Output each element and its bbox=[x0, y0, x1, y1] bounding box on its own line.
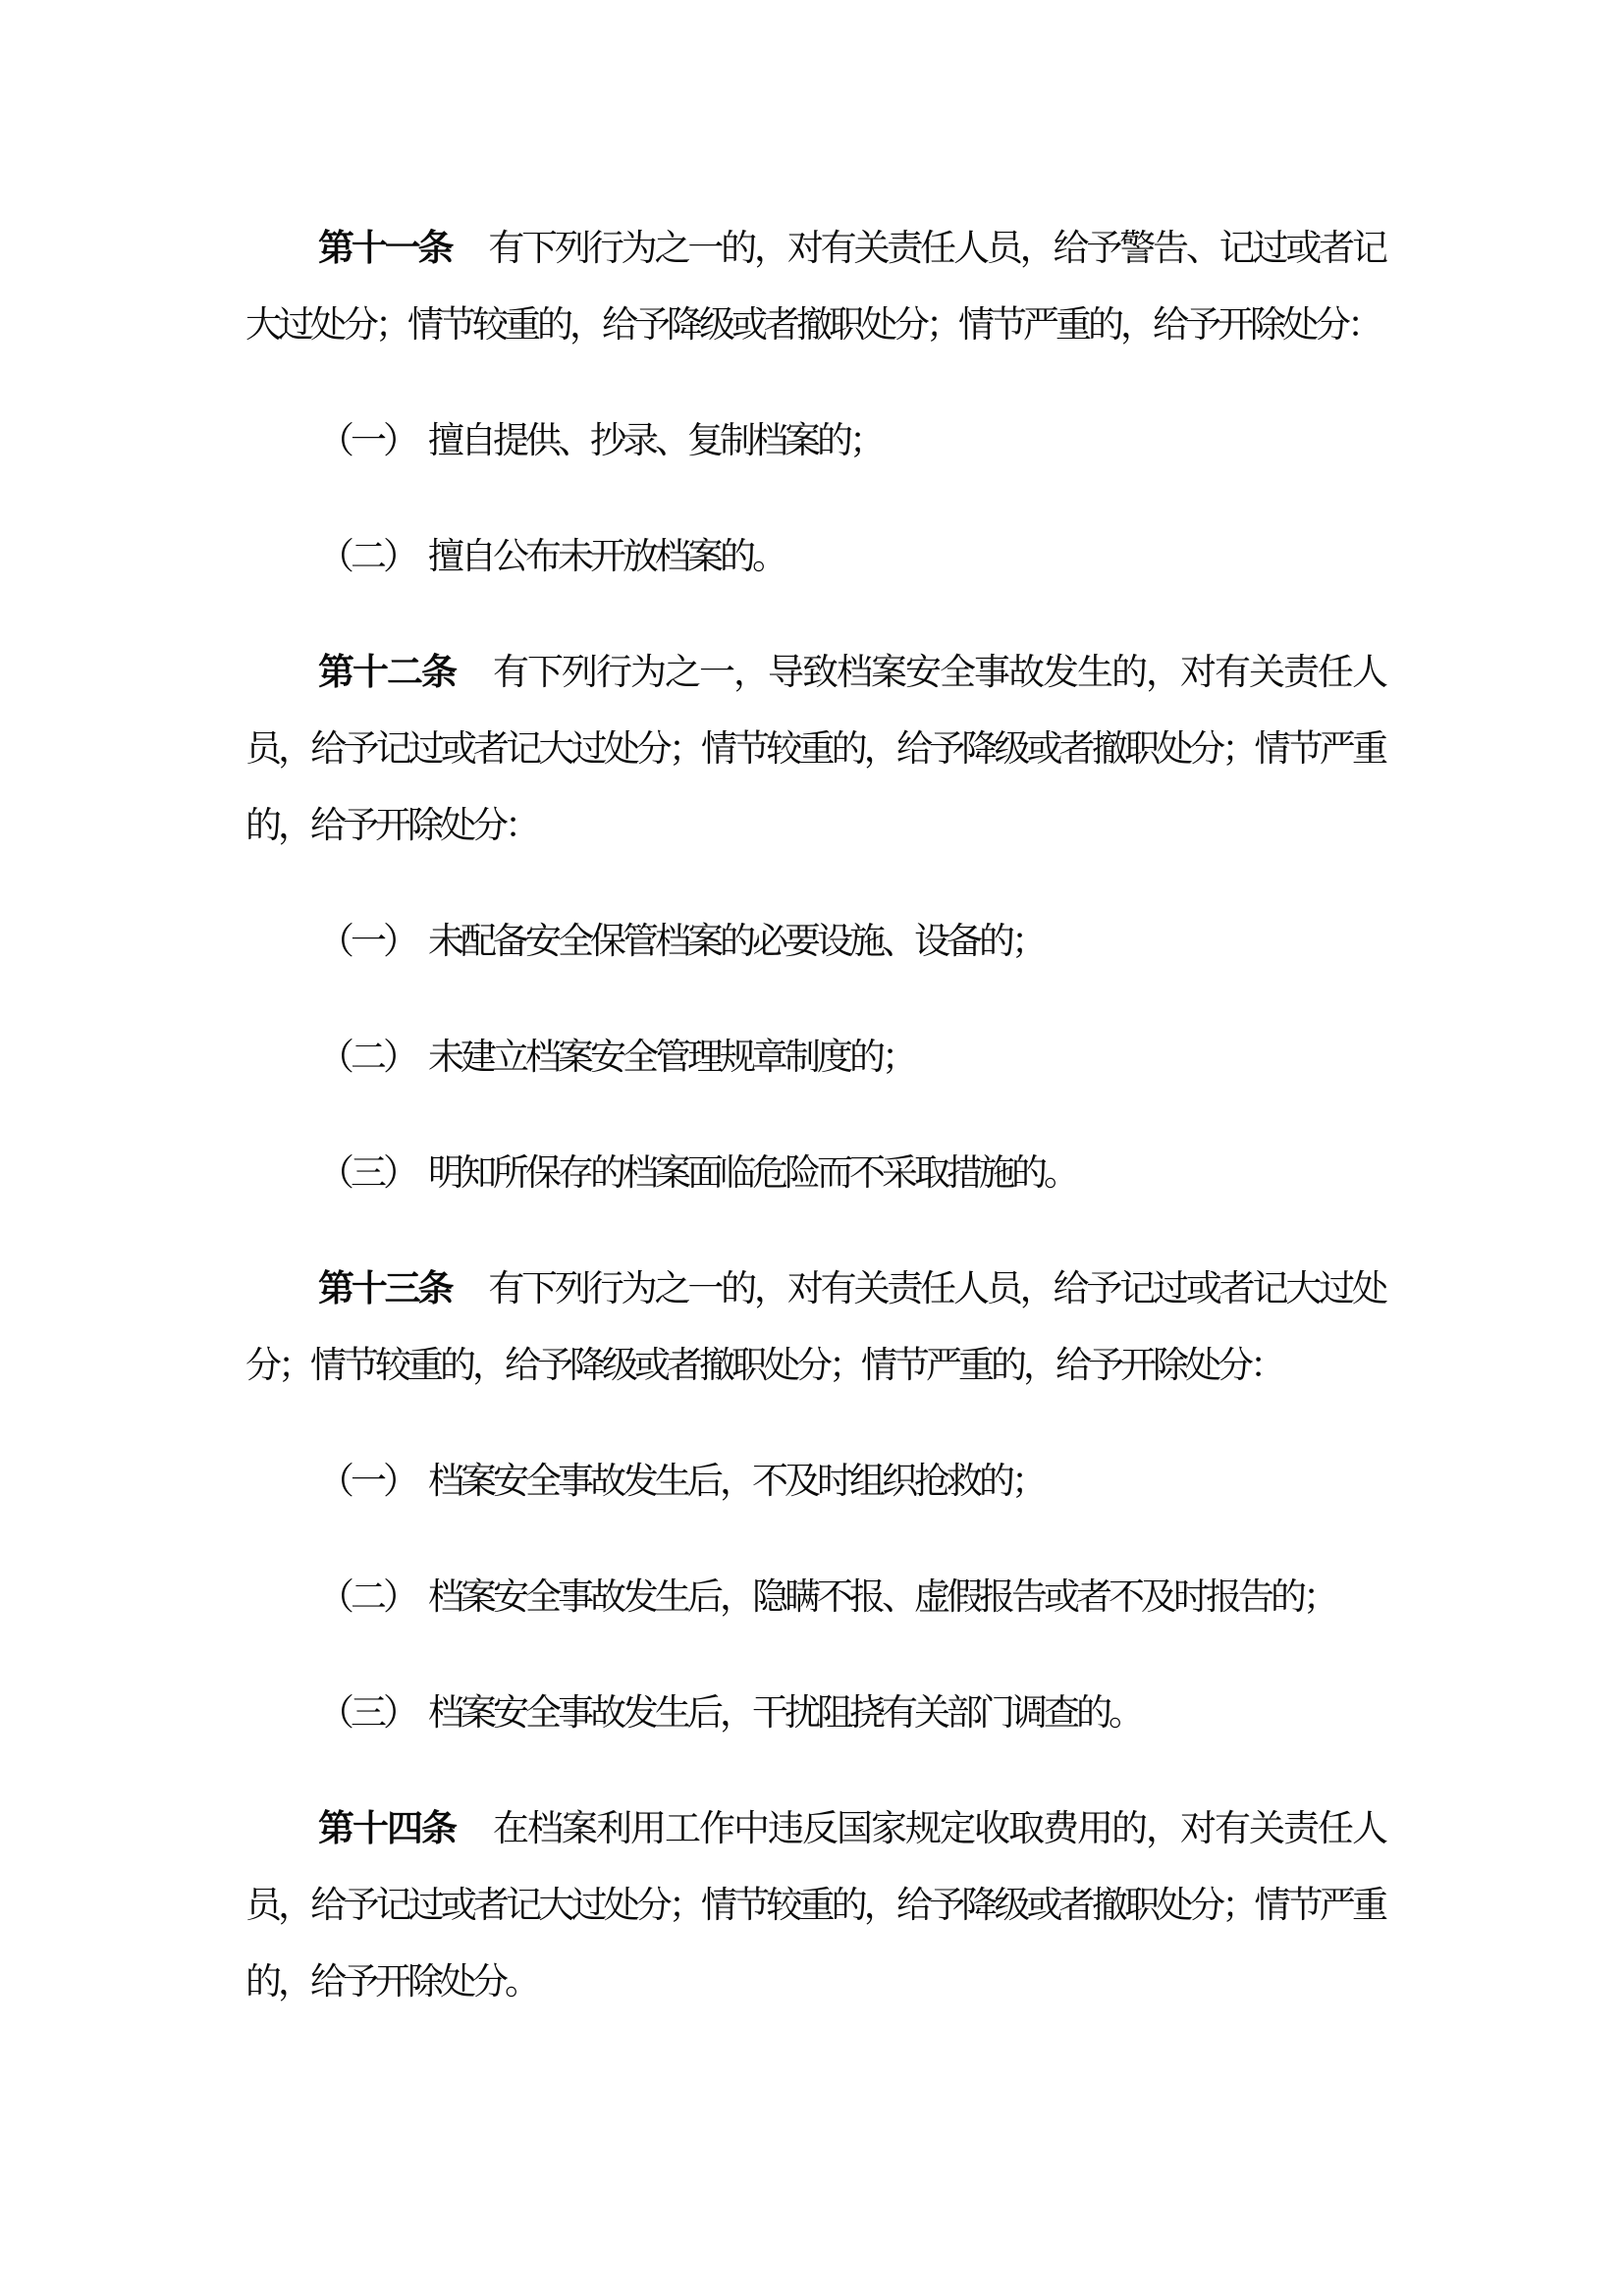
paragraph-text: 有下列行为之一的，对有关责任人员，给予警告、记过或者记大过处分；情节较重的，给予降级或者撤职处分；情节严重的，给予开除处分： bbox=[245, 229, 1385, 346]
paragraph-text: 擅自公布未开放档案的。 bbox=[428, 537, 785, 577]
article-number-label: 第十三条 bbox=[318, 1269, 452, 1309]
paragraph-text: 在档案利用工作中违反国家规定收取费用的，对有关责任人员，给予记过或者记大过处分；情节较重的，给予降级或者撤职处分；情节严重的，给予开除处分。 bbox=[245, 1809, 1384, 2002]
article-number-label: 第十四条 bbox=[318, 1809, 456, 1849]
paragraph-text: 未配备安全保管档案的必要设施、设备的； bbox=[428, 922, 1044, 962]
list-item-paragraph bbox=[245, 1136, 1384, 1212]
paragraph-text: 档案安全事故发生后，干扰阻挠有关部门调查的。 bbox=[428, 1693, 1141, 1734]
paragraph-text: 档案安全事故发生后，不及时组织抢救的； bbox=[428, 1462, 1044, 1502]
item-number-marker: （三） bbox=[318, 1693, 415, 1734]
item-number-marker: （二） bbox=[318, 1577, 415, 1618]
list-item-paragraph bbox=[245, 403, 1384, 480]
paragraph-text: 明知所保存的档案面临危险而不采取措施的。 bbox=[428, 1153, 1076, 1194]
item-number-marker: （一） bbox=[318, 1462, 415, 1502]
item-number-marker: （三） bbox=[318, 1153, 415, 1194]
list-item-paragraph bbox=[245, 1020, 1384, 1096]
article-number-label: 第十一条 bbox=[318, 229, 452, 269]
paragraph-text: 未建立档案安全管理规章制度的； bbox=[428, 1038, 914, 1078]
list-item-paragraph bbox=[245, 519, 1384, 596]
paragraph-text: 擅自提供、抄录、复制档案的； bbox=[428, 421, 882, 461]
article-number-label: 第十二条 bbox=[318, 653, 456, 693]
item-number-marker: （二） bbox=[318, 1038, 415, 1078]
article-paragraph bbox=[245, 1791, 1384, 2021]
item-number-marker: （一） bbox=[318, 922, 415, 962]
document-body bbox=[245, 211, 1384, 2060]
paragraph-text: 有下列行为之一的，对有关责任人员，给予记过或者记大过处分；情节较重的，给予降级或者撤职处分；情节严重的，给予开除处分： bbox=[245, 1269, 1385, 1386]
paragraph-text: 有下列行为之一，导致档案安全事故发生的，对有关责任人员，给予记过或者记大过处分；情节较重的，给予降级或者撤职处分；情节严重的，给予开除处分： bbox=[245, 653, 1384, 846]
list-item-paragraph bbox=[245, 1676, 1384, 1752]
list-item-paragraph bbox=[245, 1560, 1384, 1636]
paragraph-text: 档案安全事故发生后，隐瞒不报、虚假报告或者不及时报告的； bbox=[428, 1577, 1335, 1618]
article-paragraph bbox=[245, 635, 1384, 865]
item-number-marker: （二） bbox=[318, 537, 415, 577]
list-item-paragraph bbox=[245, 904, 1384, 981]
article-paragraph bbox=[245, 211, 1384, 364]
list-item-paragraph bbox=[245, 1444, 1384, 1521]
item-number-marker: （一） bbox=[318, 421, 415, 461]
article-paragraph bbox=[245, 1252, 1384, 1405]
